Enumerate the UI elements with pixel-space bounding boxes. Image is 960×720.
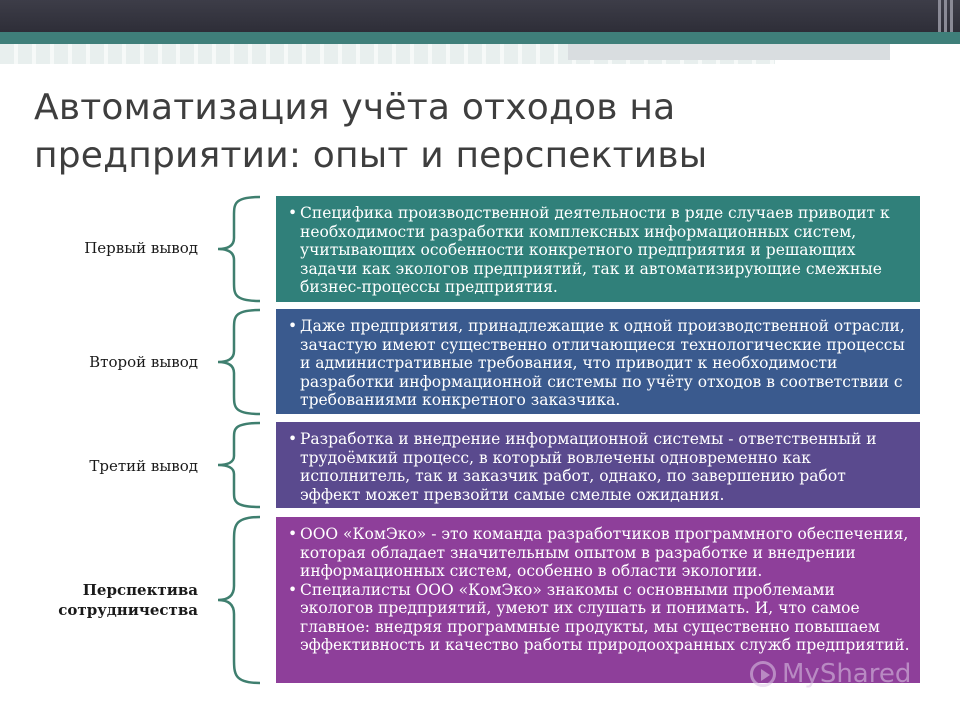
curly-brace-icon [214,307,264,417]
header-grey-strip [568,44,890,60]
slide-title: Автоматизация учёта отходов на предприятии: опыт и перспективы [34,87,708,176]
play-logo-icon [750,661,776,687]
curly-brace-icon [214,514,264,686]
watermark [750,658,911,690]
row-label-line: Перспектива [82,581,198,599]
header-stripe [950,0,953,32]
curly-brace-icon [214,420,264,510]
watermark-text: MyShared [782,659,912,689]
row-label-cooperation [10,580,198,620]
header-accent-band [0,32,960,44]
row-label-third-conclusion: Третий вывод [89,457,198,475]
row-label-line: сотрудничества [58,601,198,619]
bullet-text: • Разработка и внедрение информационной системы - ответственный и трудоёмкий процесс, в который вовлечены одновременно как исполнитель, так и заказчик работ, однако, по завершению работ эффект может превзойти самые смелые ожидания. [286,430,910,504]
conclusion-box-first [276,196,920,302]
bullet-text: • Специфика производственной деятельности в ряде случаев приводит к необходимости разработки комплексных информационных систем, учитывающих особенности конкретного предприятия и решающих задачи как экологов предприятий, так и автоматизирующие смежные бизнес-процессы предприятия. [286,204,910,297]
row-label-first-conclusion: Первый вывод [84,239,198,257]
bullet-text: • Даже предприятия, принадлежащие к одной производственной отрасли, зачастую имеют существенно отличающиеся технологические процессы и административные требования, что приводит к необходимости разработки информационной системы по учёту отходов в соответствии с требованиями конкретного заказчика. [286,317,910,410]
curly-brace-icon [214,194,264,304]
bullet-text: • Специалисты ООО «КомЭко» знакомы с основными проблемами экологов предприятий, умеют их слушать и понимать. И, что самое главное: внедряя программные продукты, мы существенно повышаем эффективность и качество работы природоохранных служб предприятий. [286,581,910,655]
conclusion-box-second [276,309,920,414]
row-label-second-conclusion: Второй вывод [89,353,198,371]
conclusion-box-third [276,422,920,508]
header-stripe [944,0,947,32]
header-stripe [938,0,941,32]
bullet-text: • ООО «КомЭко» - это команда разработчиков программного обеспечения, которая обладает значительным опытом в разработке и внедрении информационных систем, особенно в области экологии. [286,525,910,581]
top-header-bar [0,0,960,32]
